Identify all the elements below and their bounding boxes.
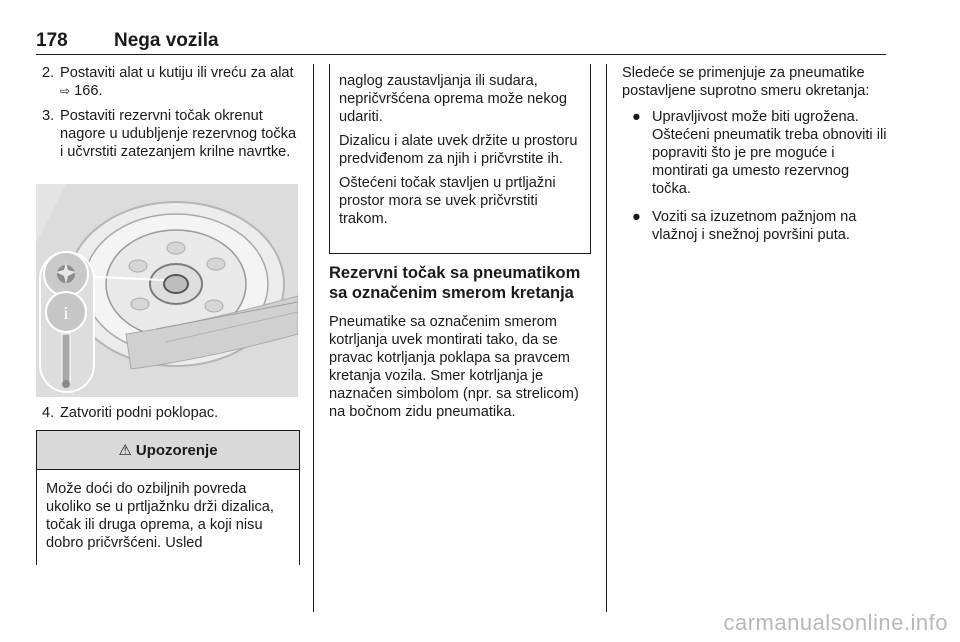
step-2: [36, 64, 298, 100]
warning-header: [37, 431, 299, 470]
column-left: [36, 64, 298, 168]
column-divider: [313, 64, 314, 612]
step-text: Postaviti rezervni točak okrenut nagore u udubljenje rezervnog točka i učvrstiti zatezanjem krilne navrtke.: [60, 108, 297, 160]
section-heading: Rezervni točak sa pneumatikom sa označenim smerom kretanja: [329, 264, 581, 302]
warning-paragraph: Oštećeni točak stavljen u prtljažni prostor mora se uvek pričvrstiti trakom.: [339, 175, 556, 227]
warning-continued-box: [329, 64, 591, 254]
page-number: 178: [36, 30, 68, 51]
warning-paragraph: Dizalicu i alate uvek držite u prostoru predviđenom za njih i pričvrstite ih.: [339, 133, 578, 167]
section-paragraph: Pneumatike sa označenim smerom kotrljanja uvek montirati tako, da se pravac kotrljanja poklapa sa pravcem kretanja vozila. Smer kotrljanja je naznačen simbolom (npr. sa strelicom) na bočnom zidu pneumatika.: [329, 314, 579, 420]
step-number: 3.: [42, 108, 55, 124]
column-divider: [606, 64, 607, 612]
step-text: Postaviti alat u kutiju ili vreću za alat: [60, 65, 294, 81]
bullet-icon: ●: [632, 109, 641, 125]
spare-wheel-illustration-icon: [36, 184, 298, 397]
warning-triangle-icon: ⚠: [118, 442, 132, 459]
watermark: carmanualsonline.info: [723, 610, 948, 635]
list-item-text: Voziti sa izuzetnom pažnjom na vlažnoj i snežnoj površini puta.: [652, 209, 857, 243]
step-number: 4.: [42, 405, 55, 421]
warning-paragraph: naglog zaustavljanja ili sudara, nepričvršćena oprema može nekog udariti.: [339, 73, 567, 125]
chapter-title: Nega vozila: [114, 30, 219, 51]
reference-arrow-icon: ⇨: [60, 84, 71, 98]
step-text-ref: 166.: [70, 83, 103, 99]
svg-text:i: i: [63, 303, 69, 323]
step-3: [36, 107, 298, 161]
list-item: [622, 108, 892, 198]
warning-title: Upozorenje: [135, 441, 218, 459]
bullet-icon: ●: [632, 209, 641, 225]
step-number: 2.: [42, 65, 55, 81]
header-rule: [36, 54, 886, 55]
step-4: [36, 404, 298, 422]
list-item-text: Upravljivost može biti ugrožena. Oštećeni pneumatik treba obnoviti ili popraviti što je pre moguće i montirati ga umesto rezervnog točka.: [652, 109, 887, 197]
warning-box: [36, 430, 300, 565]
column-left-lower: [36, 404, 298, 429]
list-item: [622, 208, 892, 244]
warning-text: Može doći do ozbiljnih povreda ukoliko se u prtljažnku drži dizalica, točak ili druga oprema, a koji nisu dobro pričvršćeni. Usled: [46, 481, 274, 551]
column-right: [622, 64, 892, 254]
step-text: Zatvoriti podni poklopac.: [60, 405, 219, 421]
intro-paragraph: Sledeće se primenjuje za pneumatike postavljene suprotno smeru okretanja:: [622, 65, 870, 99]
